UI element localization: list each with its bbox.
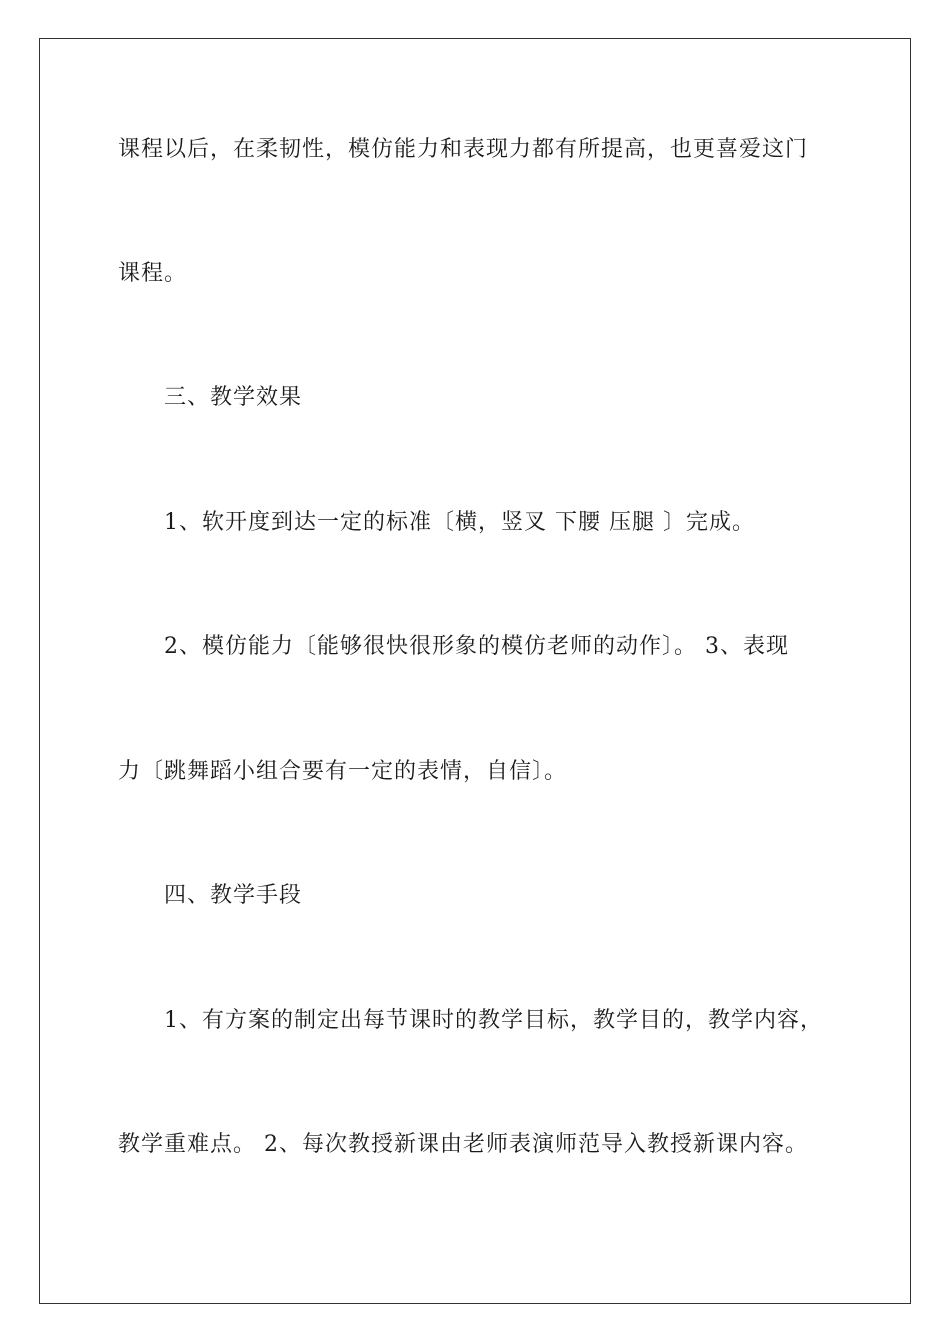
- section-heading: 三、教学效果: [164, 385, 303, 410]
- list-item: 1、软开度到达一定的标准〔横，竖叉 下腰 压腿 〕完成。: [164, 510, 755, 535]
- list-item: 1、有方案的制定出每节课时的教学目标，教学目的，教学内容，: [164, 1008, 823, 1033]
- section-heading: 四、教学手段: [164, 883, 303, 908]
- paragraph-line: 教学重难点。 2、每次教授新课由老师表演师范导入教授新课内容。: [118, 1132, 808, 1157]
- paragraph-line: 课程以后，在柔韧性，模仿能力和表现力都有所提高，也更喜爱这门: [118, 137, 809, 162]
- page-border: [39, 38, 911, 1304]
- list-item: 2、模仿能力〔能够很快很形象的模仿老师的动作〕。 3、表现: [164, 634, 789, 659]
- paragraph-line: 课程。: [118, 261, 188, 286]
- paragraph-line: 力〔跳舞蹈小组合要有一定的表情，自信〕。: [118, 759, 568, 784]
